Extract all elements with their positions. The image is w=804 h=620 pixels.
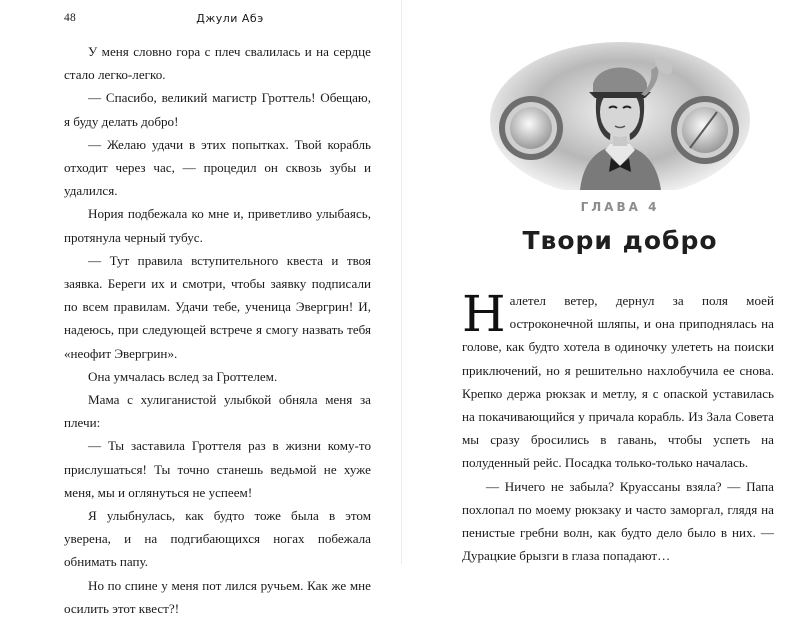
- paragraph: — Ничего не забыла? Круассаны взяла? — Папа похлопал по моему рюкзаку и часто заморгал, глядя на пенистые гребни волн, как будто дело было в них. — Дурацкие брызги в глаза попадают…: [462, 478, 774, 564]
- first-paragraph-text: алетел ветер, дернул за поля моей остроконечной шляпы, и она приподнялась на голове, как будто хотела в одиночку улететь на поиски приключений, но я решительно нахлобучила ее снова. Крепко держа рюкзак и метлу, я с опаской уставилась на покачивающийся у причала корабль. Из Зала Совета мы сразу бросились в гавань, чтобы успеть на полуденный рейс. Посадка только-только началась.: [462, 293, 774, 471]
- left-body-text: [64, 40, 371, 620]
- paragraph: Нория подбежала ко мне и, приветливо улыбаясь, протянула черный тубус.: [64, 206, 371, 245]
- chapter-label: ГЛАВА 4: [580, 200, 660, 214]
- right-body-text: [462, 285, 774, 567]
- paragraph: — Желаю удачи в этих попытках. Твой корабль отходит через час, — процедил он сквозь зубы и удалился.: [64, 136, 371, 199]
- paragraph: — Спасибо, великий магистр Гроттель! Обещаю, я буду делать добро!: [64, 90, 371, 129]
- first-paragraph: [462, 285, 774, 475]
- chapter-illustration: [485, 40, 755, 190]
- left-page: [0, 0, 402, 616]
- paragraph: Я улыбнулась, как будто тоже была в этом уверена, и на подгибающихся ногах побежала обнимать папу.: [64, 508, 371, 570]
- page-number: 48: [64, 12, 77, 24]
- paragraph: — Тут правила вступительного квеста и твоя заявка. Береги их и смотри, чтобы заявку подписали по всем правилам. Удачи тебе, ученица Эвергрин! И, надеюсь, при следующей встрече я смогу назвать тебя «неофит Эвергрин».: [64, 252, 371, 361]
- right-page: [402, 0, 804, 564]
- paragraph: У меня словно гора с плеч свалилась и на сердце стало легко-легко.: [64, 44, 371, 83]
- porthole-right: [671, 96, 739, 164]
- paragraph: Мама с хулиганистой улыбкой обняла меня за плечи:: [64, 392, 371, 431]
- drop-cap: Н: [462, 285, 506, 343]
- chapter-title: Твори добро: [522, 226, 718, 255]
- running-head: Джули Абэ: [196, 12, 264, 25]
- paragraph: — Ты заставила Гроттеля раз в жизни кому-то прислушаться! Ты точно станешь ведьмой не хуже меня, мы и оглянуться не успеем!: [64, 438, 371, 500]
- paragraph: Но по спине у меня пот лился ручьем. Как же мне осилить этот квест?!: [64, 577, 371, 616]
- porthole-left: [499, 96, 563, 160]
- paragraph: Она умчалась вслед за Гроттелем.: [88, 368, 278, 384]
